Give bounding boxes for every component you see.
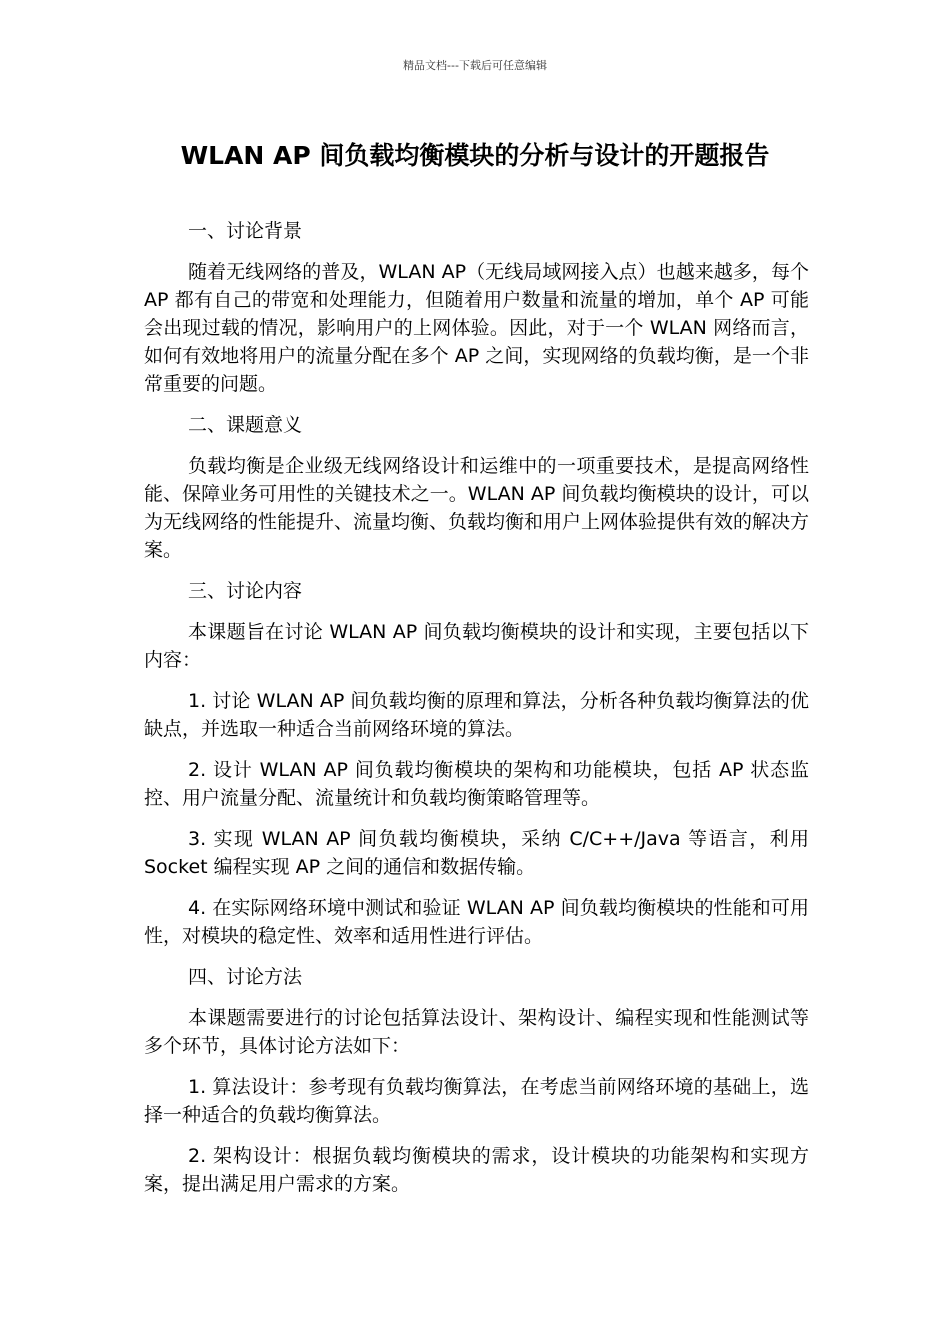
list-item: 2. 架构设计：根据负载均衡模块的需求，设计模块的功能架构和实现方案，提出满足用户需求的方案。 — [144, 1145, 809, 1195]
list-item: 1. 讨论 WLAN AP 间负载均衡的原理和算法，分析各种负载均衡算法的优缺点，并选取一种适合当前网络环境的算法。 — [144, 690, 809, 740]
list-item: 3. 实现 WLAN AP 间负载均衡模块，采纳 C/C++/Java 等语言，利用 Socket 编程实现 AP 之间的通信和数据传输。 — [144, 828, 809, 878]
document-title: WLAN AP 间负载均衡模块的分析与设计的开题报告 — [180, 141, 770, 170]
header-note: 精品文档---下载后可任意编辑 — [403, 59, 547, 72]
paragraph: 负载均衡是企业级无线网络设计和运维中的一项重要技术，是提高网络性能、保障业务可用性的关键技术之一。WLAN AP 间负载均衡模块的设计，可以为无线网络的性能提升、流量均衡、负载均衡和用户上网体验提供有效的解决方案。 — [144, 455, 810, 561]
section-heading: 一、讨论背景 — [188, 220, 303, 242]
paragraph: 本课题需要进行的讨论包括算法设计、架构设计、编程实现和性能测试等多个环节，具体讨论方法如下： — [144, 1007, 809, 1057]
section-heading: 三、讨论内容 — [188, 580, 303, 602]
list-item: 2. 设计 WLAN AP 间负载均衡模块的架构和功能模块，包括 AP 状态监控、用户流量分配、流量统计和负载均衡策略管理等。 — [144, 759, 809, 809]
document-body — [144, 217, 809, 1211]
section-heading: 二、课题意义 — [188, 414, 303, 436]
list-item: 4. 在实际网络环境中测试和验证 WLAN AP 间负载均衡模块的性能和可用性，对模块的稳定性、效率和适用性进行评估。 — [144, 897, 809, 947]
list-item: 1. 算法设计：参考现有负载均衡算法，在考虑当前网络环境的基础上，选择一种适合的负载均衡算法。 — [144, 1076, 809, 1126]
paragraph: 随着无线网络的普及，WLAN AP（无线局域网接入点）也越来越多，每个 AP 都有自己的带宽和处理能力，但随着用户数量和流量的增加，单个 AP 可能会出现过载的情况，影响用户的上网体验。因此，对于一个 WLAN 网络而言，如何有效地将用户的流量分配在多个 AP 之间，实现网络的负载均衡，是一个非常重要的问题。 — [144, 261, 809, 395]
paragraph: 本课题旨在讨论 WLAN AP 间负载均衡模块的设计和实现，主要包括以下内容： — [144, 621, 809, 671]
section-heading: 四、讨论方法 — [188, 966, 303, 988]
